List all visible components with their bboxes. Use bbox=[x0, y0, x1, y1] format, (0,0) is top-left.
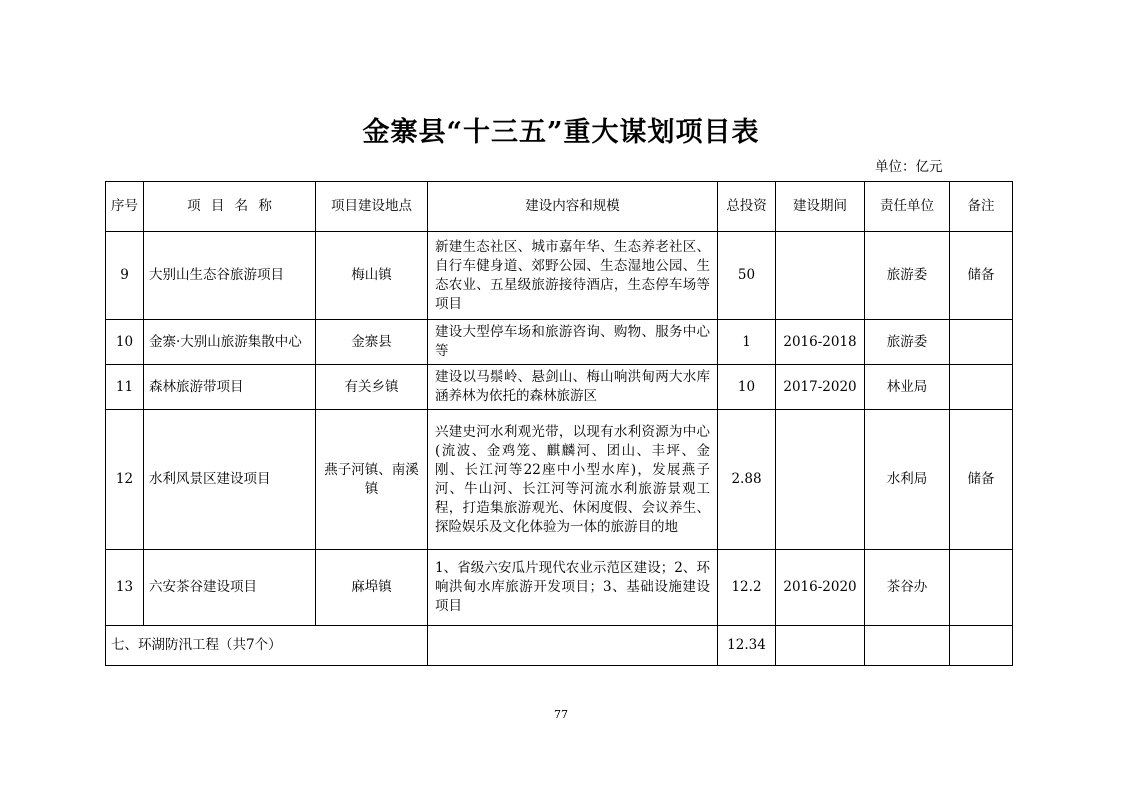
header-location: 项目建设地点 bbox=[316, 182, 428, 232]
page-title: 金寨县“十三五”重大谋划项目表 bbox=[362, 117, 760, 148]
cell-remarks bbox=[950, 626, 1013, 666]
table-row bbox=[106, 232, 1013, 320]
cell-seq: 10 bbox=[106, 320, 144, 365]
cell-responsible: 旅游委 bbox=[865, 232, 950, 320]
cell-location: 金寨县 bbox=[316, 320, 428, 365]
cell-location: 梅山镇 bbox=[316, 232, 428, 320]
header-investment: 总投资 bbox=[718, 182, 776, 232]
cell-period bbox=[776, 626, 865, 666]
cell-investment: 1 bbox=[718, 320, 776, 365]
cell-period: 2016-2020 bbox=[776, 550, 865, 626]
cell-period: 2017-2020 bbox=[776, 365, 865, 410]
cell-seq: 11 bbox=[106, 365, 144, 410]
cell-investment: 50 bbox=[718, 232, 776, 320]
cell-period bbox=[776, 232, 865, 320]
header-period: 建设期间 bbox=[776, 182, 865, 232]
table-row bbox=[106, 365, 1013, 410]
cell-period bbox=[776, 410, 865, 550]
cell-name: 金寨·大别山旅游集散中心 bbox=[144, 320, 316, 365]
cell-remarks bbox=[950, 550, 1013, 626]
cell-location: 有关乡镇 bbox=[316, 365, 428, 410]
cell-content: 建设以马鬃岭、悬剑山、梅山响洪甸两大水库涵养林为依托的森林旅游区 bbox=[428, 365, 718, 410]
cell-name: 森林旅游带项目 bbox=[144, 365, 316, 410]
cell-remarks: 储备 bbox=[950, 410, 1013, 550]
cell-content bbox=[428, 626, 718, 666]
cell-location: 麻埠镇 bbox=[316, 550, 428, 626]
cell-investment: 2.88 bbox=[718, 410, 776, 550]
cell-content: 兴建史河水利观光带，以现有水利资源为中心(流波、金鸡笼、麒麟河、团山、丰坪、金刚、长江河等22座中小型水库)，发展燕子河、牛山河、长江河等河流水利旅游景观工程，打造集旅游观光、休闲度假、会议养生、探险娱乐及文化体验为一体的旅游目的地 bbox=[428, 410, 718, 550]
cell-responsible bbox=[865, 626, 950, 666]
header-remarks: 备注 bbox=[950, 182, 1013, 232]
table-row bbox=[106, 320, 1013, 365]
cell-name: 水利风景区建设项目 bbox=[144, 410, 316, 550]
cell-responsible: 林业局 bbox=[865, 365, 950, 410]
table-row bbox=[106, 410, 1013, 550]
cell-seq: 13 bbox=[106, 550, 144, 626]
cell-responsible: 水利局 bbox=[865, 410, 950, 550]
cell-seq: 9 bbox=[106, 232, 144, 320]
cell-remarks: 储备 bbox=[950, 232, 1013, 320]
cell-name: 大别山生态谷旅游项目 bbox=[144, 232, 316, 320]
cell-location: 燕子河镇、南溪镇 bbox=[316, 410, 428, 550]
section-investment: 12.34 bbox=[718, 626, 776, 666]
header-name: 项 目 名 称 bbox=[144, 182, 316, 232]
header-seq: 序号 bbox=[106, 182, 144, 232]
cell-period: 2016-2018 bbox=[776, 320, 865, 365]
header-content: 建设内容和规模 bbox=[428, 182, 718, 232]
cell-investment: 12.2 bbox=[718, 550, 776, 626]
header-responsible: 责任单位 bbox=[865, 182, 950, 232]
cell-remarks bbox=[950, 320, 1013, 365]
cell-investment: 10 bbox=[718, 365, 776, 410]
cell-content: 1、省级六安瓜片现代农业示范区建设；2、环响洪甸水库旅游开发项目；3、基础设施建设项目 bbox=[428, 550, 718, 626]
table-row bbox=[106, 550, 1013, 626]
cell-seq: 12 bbox=[106, 410, 144, 550]
section-row bbox=[106, 626, 1013, 666]
table-header-row bbox=[106, 182, 1013, 232]
cell-name: 六安茶谷建设项目 bbox=[144, 550, 316, 626]
cell-content: 新建生态社区、城市嘉年华、生态养老社区、自行车健身道、郊野公园、生态湿地公园、生态农业、五星级旅游接待酒店，生态停车场等项目 bbox=[428, 232, 718, 320]
section-label: 七、环湖防汛工程（共7个） bbox=[106, 626, 428, 666]
cell-responsible: 旅游委 bbox=[865, 320, 950, 365]
cell-content: 建设大型停车场和旅游咨询、购物、服务中心等 bbox=[428, 320, 718, 365]
unit-label: 单位：亿元 bbox=[875, 159, 943, 175]
cell-responsible: 茶谷办 bbox=[865, 550, 950, 626]
project-table bbox=[105, 181, 1013, 666]
page-number: 77 bbox=[554, 708, 568, 721]
cell-remarks bbox=[950, 365, 1013, 410]
